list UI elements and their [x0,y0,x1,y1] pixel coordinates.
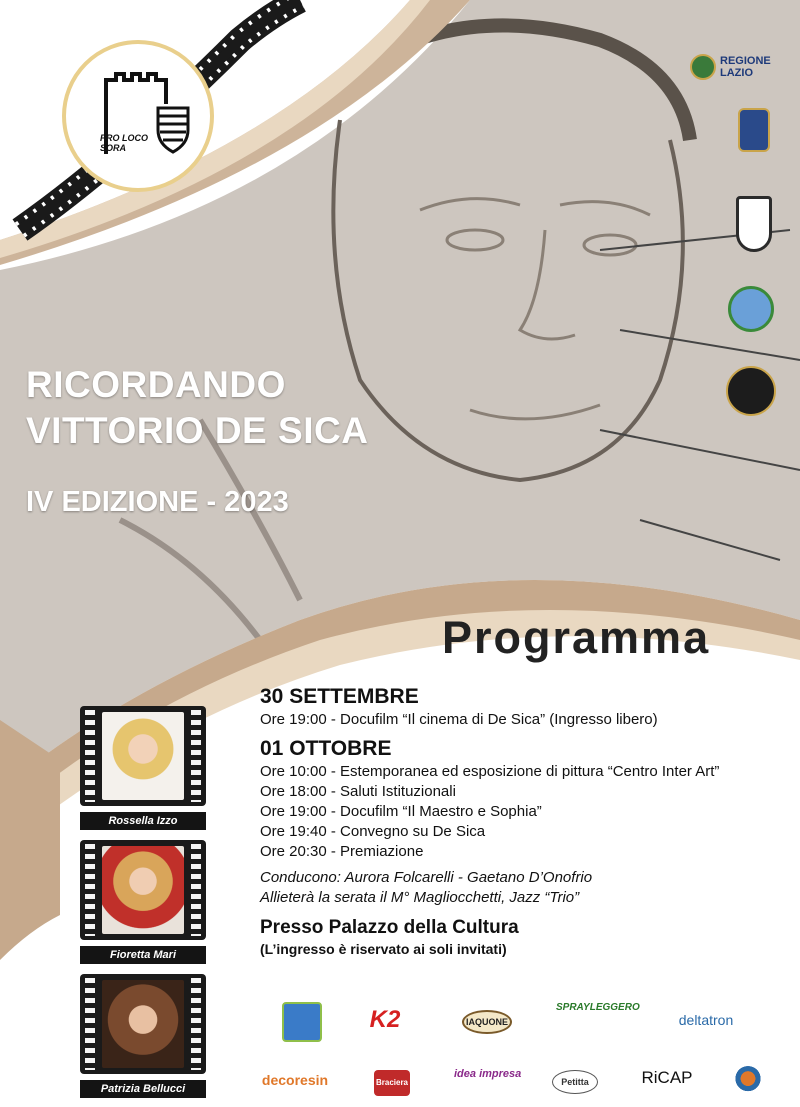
event-edition: IV EDIZIONE - 2023 [26,486,289,518]
venue-note: (L’ingresso è riservato ai soli invitati) [260,941,507,957]
sponsor-logo: SPRAYLEGGERO [556,1002,640,1013]
schedule-item: Ore 19:00 - Docufilm “Il Maestro e Sophia” [260,803,542,820]
day-date: 01 OTTOBRE [260,737,392,760]
guest-photo-frame [80,974,206,1074]
hosts-credit: Conducono: Aurora Folcarelli - Gaetano D’Onofrio [260,869,593,886]
guest-name: Rossella Izzo [80,812,206,830]
mountain-community-logo-icon [728,286,774,332]
schedule-item: Ore 19:40 - Convegno su De Sica [260,823,486,840]
guest-photo [102,980,184,1068]
regione-label: REGIONE LAZIO [720,55,771,79]
sponsor-logo-globe-icon [282,1002,322,1042]
schedule-item: Ore 10:00 - Estemporanea ed esposizione di pittura “Centro Inter Art” [260,763,720,780]
sponsor-logo: IAQUONE [462,1010,512,1034]
sponsor-logo: RiCAP [641,1068,693,1087]
schedule-item: Ore 20:30 - Premiazione [260,843,424,860]
pro-loco-logo [62,40,214,192]
program-heading: Programma [442,612,711,663]
schedule-item: Ore 19:00 - Docufilm “Il cinema di De Sica” (Ingresso libero) [260,711,658,728]
sponsor-logo: deltatron [678,1012,734,1028]
guest-photo [102,846,184,934]
association-badge-icon [726,366,776,416]
schedule-item: Ore 18:00 - Saluti Istituzionali [260,783,456,800]
pro-loco-label: PRO LOCO SORA [100,133,149,153]
title-line-2: VITTORIO DE SICA [26,410,369,451]
regione-lazio-logo [690,54,780,80]
city-crest-icon [736,196,772,252]
regione-emblem-icon [690,54,716,80]
day-date: 30 SETTEMBRE [260,685,419,708]
sponsor-logo: decoresin [261,1072,329,1088]
sponsor-logo: K2 [369,1006,401,1033]
title-line-1: RICORDANDO [26,364,286,405]
guest-photo [102,712,184,800]
event-title [26,362,456,454]
music-credit: Allieterà la serata il M° Magliocchetti, Jazz “Trio” [260,889,580,906]
sponsor-logo: idea impresa [454,1068,522,1080]
castle-shield-icon [66,44,210,188]
program-schedule [260,684,790,958]
sponsor-logo: Braciera [374,1070,410,1096]
guest-name: Fioretta Mari [80,946,206,964]
sponsor-logo: Petitta [552,1070,598,1094]
province-crest-icon [738,108,770,152]
guest-photo-frame [80,706,206,806]
guest-photo-frame [80,840,206,940]
guest-name: Patrizia Bellucci [80,1080,206,1098]
venue: Presso Palazzo della Cultura [260,917,519,938]
sponsor-logo-icon [734,1066,762,1094]
